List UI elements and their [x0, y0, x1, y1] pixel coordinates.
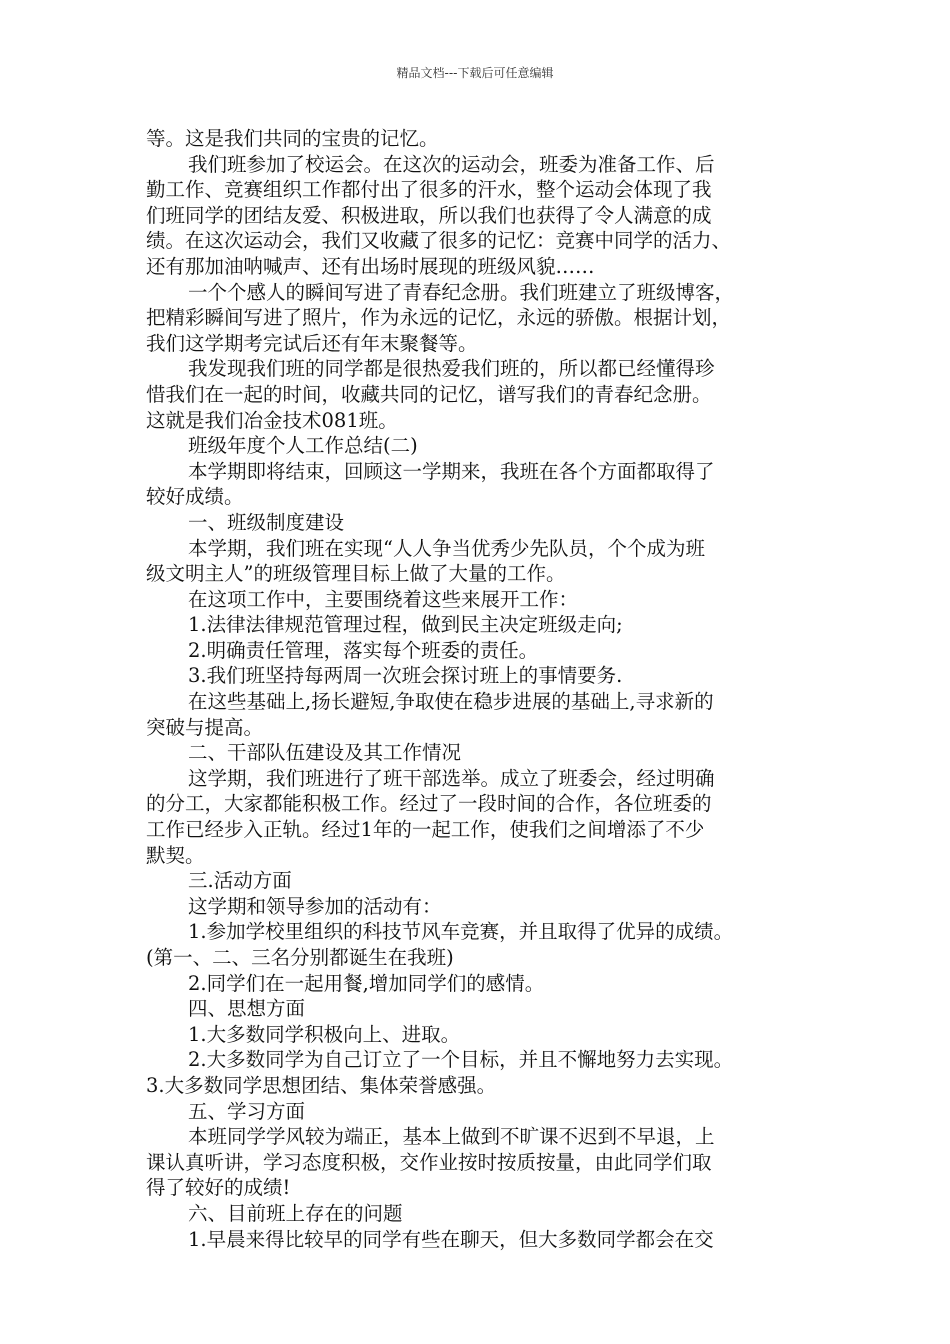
text-line: 1.大多数同学积极向上、进取。 — [188, 1022, 461, 1046]
text-line: 较好成绩。 — [146, 485, 244, 509]
text-line: 2.明确责任管理，落实每个班委的责任。 — [188, 638, 539, 662]
text-line: 五、学习方面 — [188, 1099, 306, 1123]
text-line: 2.同学们在一起用餐,增加同学们的感情。 — [188, 971, 545, 995]
text-line: 本学期，我们班在实现“人人争当优秀少先队员，个个成为班 — [188, 536, 705, 560]
text-line: 突破与提高。 — [146, 715, 264, 739]
text-line: 三.活动方面 — [188, 869, 292, 893]
text-line: 的分工，大家都能积极工作。经过了一段时间的合作，各位班委的 — [146, 792, 712, 816]
text-line: 等。这是我们共同的宝贵的记忆。 — [146, 127, 439, 150]
text-line: 在这项工作中，主要围绕着这些来展开工作： — [188, 587, 579, 611]
document-body — [146, 126, 822, 1252]
text-line: 3.我们班坚持每两周一次班会探讨班上的事情要务. — [188, 664, 623, 688]
text-line: 3.大多数同学思想团结、集体荣誉感强。 — [146, 1073, 497, 1097]
text-line: 把精彩瞬间写进了照片，作为永远的记忆，永远的骄傲。根据计划， — [146, 306, 732, 330]
text-line: 在这些基础上,扬长避短,争取使在稳步进展的基础上,寻求新的 — [188, 690, 714, 714]
text-line: 2.大多数同学为自己订立了一个目标，并且不懈地努力去实现。 — [188, 1048, 734, 1072]
text-line: 1.法律法律规范管理过程，做到民主决定班级走向; — [188, 613, 623, 637]
text-line: 这学期，我们班进行了班干部选举。成立了班委会，经过明确 — [188, 766, 715, 790]
text-line: 一个个感人的瞬间写进了青春纪念册。我们班建立了班级博客， — [188, 280, 735, 304]
text-line: 还有那加油呐喊声、还有出场时展现的班级风貌…… — [146, 254, 595, 278]
text-line: 二、干部队伍建设及其工作情况 — [188, 741, 462, 765]
text-line: 我们这学期考完试后还有年末聚餐等。 — [146, 331, 478, 355]
text-line: 默契。 — [146, 843, 205, 867]
text-line: 1.早晨来得比较早的同学有些在聊天，但大多数同学都会在交 — [188, 1227, 714, 1251]
text-line: 课认真听讲，学习态度积极，交作业按时按质按量，由此同学们取 — [146, 1150, 712, 1174]
text-line: 惜我们在一起的时间，收藏共同的记忆，谱写我们的青春纪念册。 — [146, 382, 712, 406]
text-line: 我发现我们班的同学都是很热爱我们班的，所以都已经懂得珍 — [188, 357, 715, 381]
text-line: 我们班参加了校运会。在这次的运动会，班委为准备工作、后 — [188, 152, 715, 176]
text-line: 本班同学学风较为端正，基本上做到不旷课不迟到不早退，上 — [188, 1125, 715, 1149]
text-line: 勤工作、竞赛组织工作都付出了很多的汗水，整个运动会体现了我 — [146, 178, 712, 202]
text-line: 一、班级制度建设 — [188, 510, 345, 534]
text-line: 班级年度个人工作总结(二) — [188, 434, 418, 458]
text-line: 1.参加学校里组织的科技节风车竞赛，并且取得了优异的成绩。 — [188, 920, 734, 944]
text-line: 六、目前班上存在的问题 — [188, 1201, 403, 1225]
text-line: 们班同学的团结友爱、积极进取，所以我们也获得了令人满意的成 — [146, 203, 712, 227]
text-line: 这学期和领导参加的活动有： — [188, 894, 442, 918]
page-header: 精品文档---下载后可任意编辑 — [396, 66, 554, 80]
text-line: 绩。在这次运动会，我们又收藏了很多的记忆：竞赛中同学的活力、 — [146, 229, 732, 253]
text-line: 工作已经步入正轨。经过1年的一起工作，使我们之间增添了不少 — [146, 818, 705, 842]
text-line: 本学期即将结束，回顾这一学期来，我班在各个方面都取得了 — [188, 459, 715, 483]
text-line: 级文明主人”的班级管理目标上做了大量的工作。 — [146, 562, 566, 586]
text-line: 四、思想方面 — [188, 997, 306, 1021]
text-line: 得了较好的成绩! — [146, 1176, 291, 1200]
text-line: 这就是我们冶金技术081班。 — [146, 408, 398, 432]
text-line: (第一、二、三名分别都诞生在我班) — [146, 946, 454, 969]
